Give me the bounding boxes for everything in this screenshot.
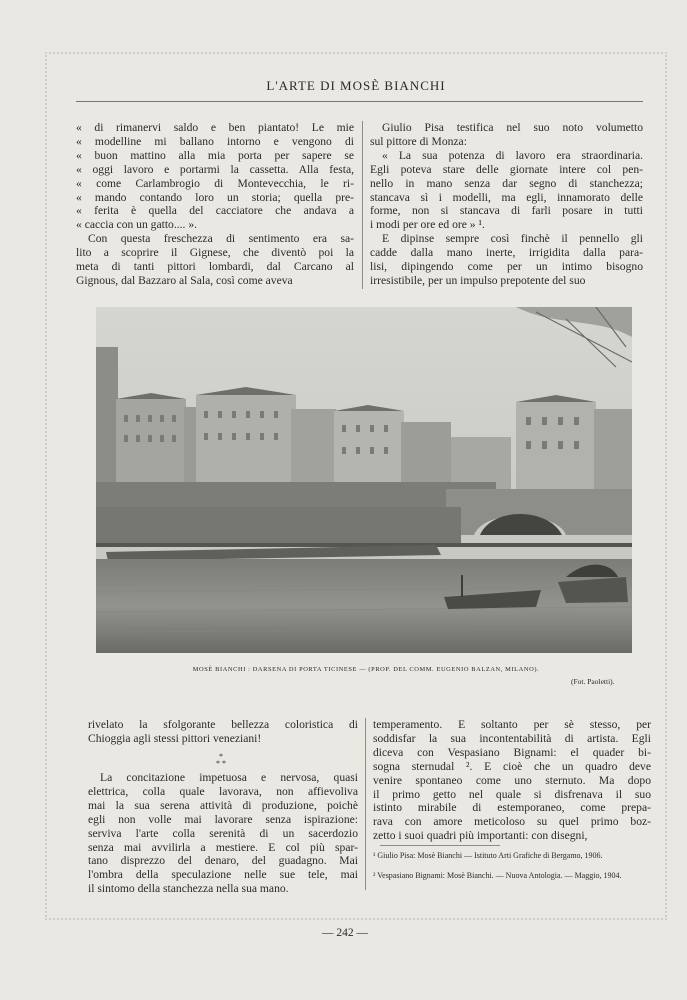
section-asterisks (214, 753, 228, 767)
text-line: sul pittore di Monza: (370, 134, 467, 148)
text-line: Egli poteva stare delle giornate intere col pen- (370, 162, 643, 176)
text-line: « mando contando loro un storia; quella pre- (76, 190, 354, 204)
text-line: nello in mano senza dar segno di stanchezza; (370, 176, 643, 190)
asterisk-pair: * * (216, 759, 226, 768)
text-line: l'ombra della speculazione nelle sue tele, mai (88, 868, 358, 882)
text-line: « modelline mi ballano intorno e vengono di (76, 134, 354, 148)
column-divider-top (362, 121, 363, 289)
text-line: il primo getto nel quale si disfrenava il suo (373, 787, 651, 801)
text-line: « caccia con un gatto.... ». (76, 218, 198, 232)
text-line: Chioggia agli stessi pittori veneziani! (88, 731, 262, 745)
photo-credit: (Fot. Paoletti). (571, 677, 615, 686)
bottom-left-column (88, 771, 358, 896)
text-line: E dipinse sempre così finchè il pennello gli (382, 232, 643, 246)
text-line: temperamento. E soltanto per sè stesso, per (373, 718, 651, 731)
bottom-left-column-opening (88, 718, 358, 746)
text-line: La concitazione impetuosa e nervosa, quasi (100, 771, 358, 784)
text-line: cadde dalla mano inerte, irrigidita dalla para- (370, 246, 643, 260)
text-line: il sintomo della stanchezza nella sua mano. (88, 882, 289, 896)
text-line: irresistibile, per un impulso prepotente del suo (370, 273, 586, 287)
top-right-column (370, 121, 643, 288)
text-line: zetto i suoi quadri più importanti: con disegni, (373, 829, 588, 843)
bottom-right-column (373, 718, 651, 843)
text-line: « ferita è quella del cacciatore che andava a (76, 204, 354, 218)
text-line: rava con amore meticoloso su quel primo boz- (373, 815, 651, 829)
text-line: stancava sì i modelli, ma egli, innamorato delle (370, 190, 643, 204)
figure-caption: MOSÈ BIANCHI : DARSENA DI PORTA TICINESE — (PROP. DEL COMM. EUGENIO BALZAN, MILANO). (192, 666, 540, 673)
text-line: « oggi lavoro e portarmi la cassetta. Alla festa, (76, 162, 354, 176)
text-line: « come Carlambrogio di Montevecchia, le ri- (76, 176, 354, 190)
text-line: tano disprezzo del denaro, del guadagno. Mai (88, 854, 358, 868)
footnote-rule (380, 845, 500, 846)
text-line: serviva l'arte colla serenità di un sacerdozio (88, 826, 358, 840)
text-line: sogna sternudal ². E cioè che un quadro deve (373, 759, 651, 773)
header-rule (76, 101, 643, 102)
top-left-column (76, 121, 354, 288)
text-line: i modi per ore ed ore » ¹. (370, 218, 485, 232)
text-line: elettrica, colla quale lavorava, non affievoliva (88, 784, 358, 798)
page-number: — 242 — (322, 927, 368, 939)
painting-reproduction (96, 307, 632, 653)
text-line: forme, non si stancava di farli posare in tutti (370, 204, 643, 218)
text-line: lito a scoprire il Gignese, che diventò poi la (76, 246, 354, 260)
text-line: venire spontaneo come uno sternuto. Ma dopo (373, 773, 651, 787)
darsena-painting (96, 307, 632, 653)
text-line: « buon mattino alla mia porta per sapere se (76, 148, 354, 162)
text-line: senza mai avvilirla a mestiere. E col più spar- (88, 840, 358, 854)
text-line: Giulio Pisa testifica nel suo noto volumetto (382, 121, 643, 134)
text-line: rivelato la sfolgorante bellezza coloristica di (88, 718, 358, 731)
text-line: diceva con Vespasiano Bignami: el quader bi- (373, 745, 651, 759)
column-divider-bottom (365, 718, 366, 890)
text-line: Gignous, dal Bazzaro al Sala, così come aveva (76, 273, 293, 287)
footnote-1: ¹ Giulio Pisa: Mosè Bianchi — Istituto Arti Grafiche di Bergamo, 1906. (373, 851, 603, 860)
text-line: mai la sua serena attività di produzione, poichè (88, 798, 358, 812)
footnote-2: ² Vespasiano Bignami: Mosè Bianchi. — Nuova Antologia. — Maggio, 1904. (373, 871, 622, 880)
text-line: meta di tanti pittori lombardi, dal Carcano al (76, 260, 354, 274)
text-line: « La sua potenza di lavoro era straordinaria. (382, 148, 643, 162)
asterisk-top: * (219, 752, 223, 761)
text-line: « di rimanervi saldo e ben piantato! Le mie (76, 121, 354, 134)
text-line: lisi, dipingendo come per un intimo bisogno (370, 260, 643, 274)
text-line: egli non volle mai lavorare senza ispirazione: (88, 812, 358, 826)
text-line: Con questa freschezza di sentimento era sa- (88, 232, 354, 246)
text-line: soddisfar la sua incontentabilità di artista. Egli (373, 731, 651, 745)
running-head: L'ARTE DI MOSÈ BIANCHI (266, 78, 446, 93)
text-line: istinto mirabile di estemporaneo, come prepa- (373, 801, 651, 815)
